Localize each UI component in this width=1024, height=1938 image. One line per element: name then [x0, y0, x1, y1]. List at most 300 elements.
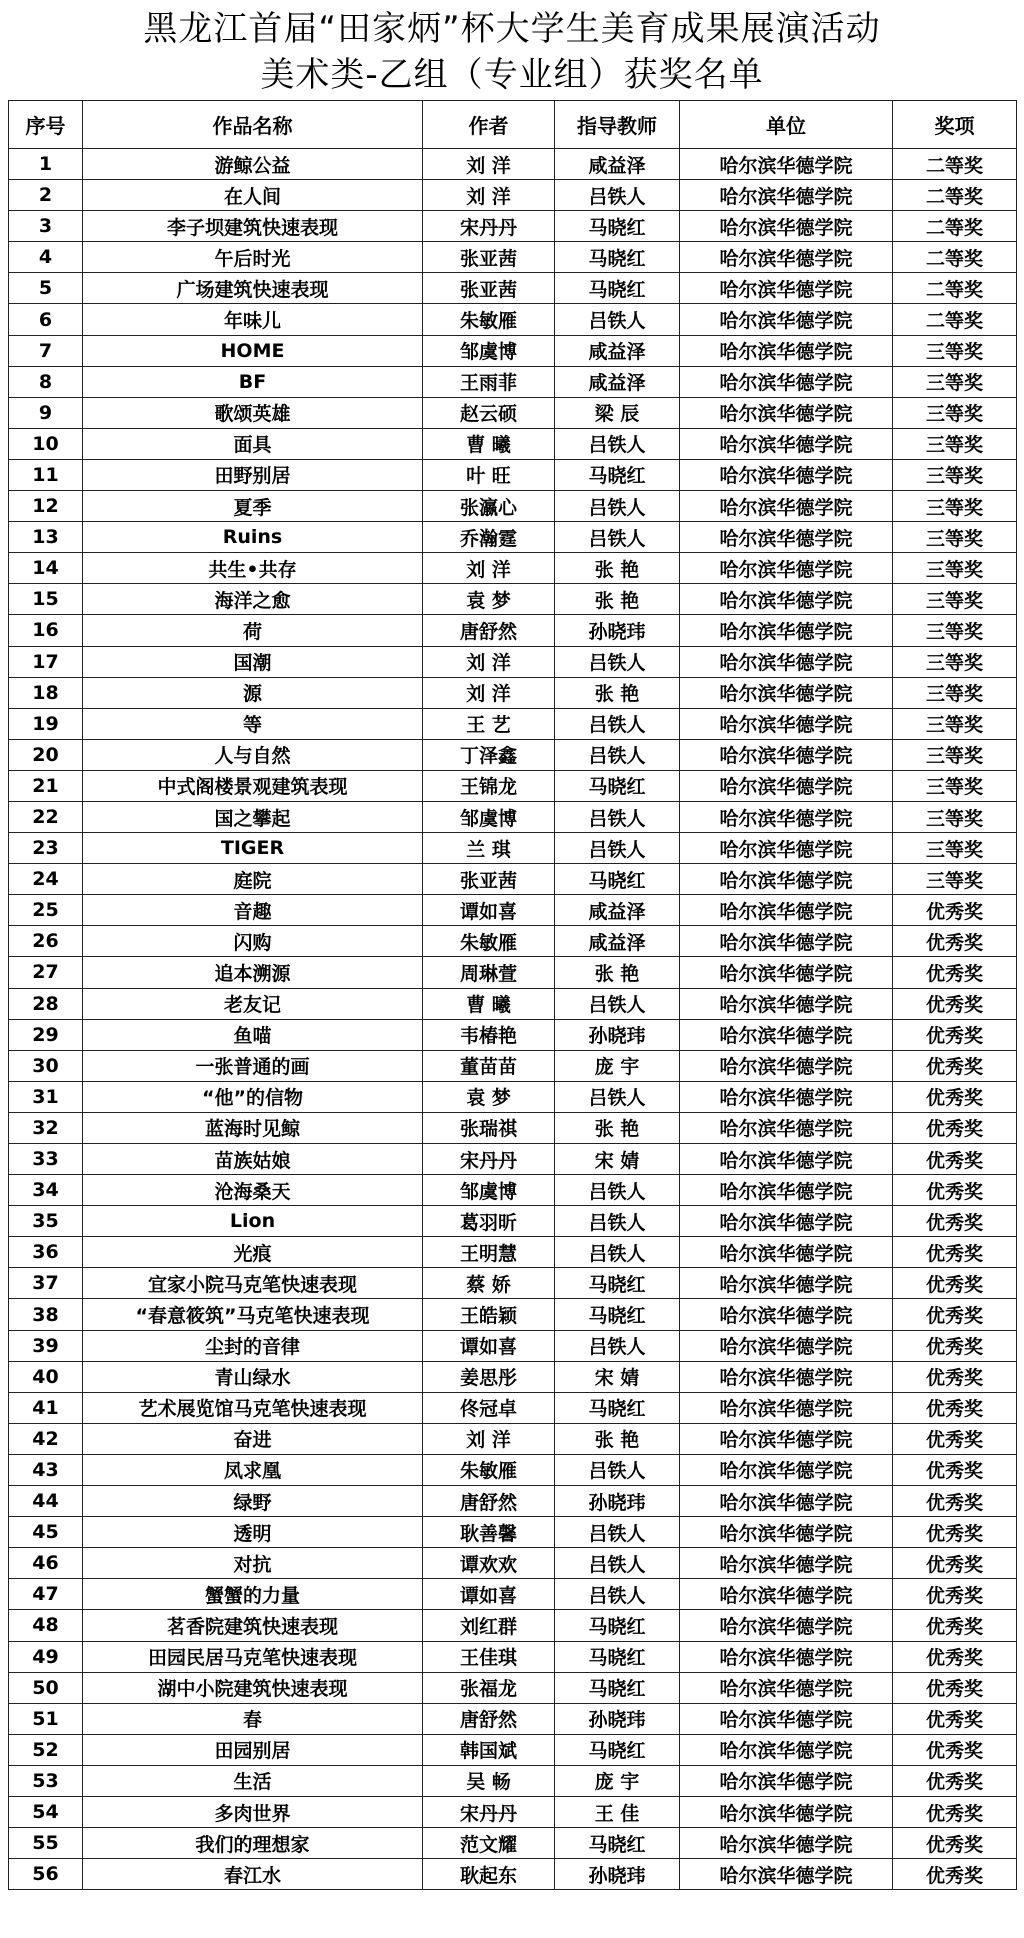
- cell-institution: 哈尔滨华德学院: [680, 1517, 893, 1548]
- table-row: [9, 522, 1017, 553]
- cell-author: 宋丹丹: [423, 1144, 555, 1175]
- table-row: [9, 1765, 1017, 1796]
- cell-institution: 哈尔滨华德学院: [680, 553, 893, 584]
- cell-institution: 哈尔滨华德学院: [680, 895, 893, 926]
- cell-institution: 哈尔滨华德学院: [680, 1703, 893, 1734]
- cell-author: 宋丹丹: [423, 211, 555, 242]
- cell-institution: 哈尔滨华德学院: [680, 1672, 893, 1703]
- cell-award: 二等奖: [893, 304, 1017, 335]
- cell-institution: 哈尔滨华德学院: [680, 1796, 893, 1827]
- cell-index: 10: [9, 428, 83, 459]
- cell-author: 朱敏雁: [423, 1454, 555, 1485]
- cell-index: 45: [9, 1517, 83, 1548]
- cell-advisor: 吕铁人: [555, 428, 680, 459]
- cell-advisor: 吕铁人: [555, 646, 680, 677]
- cell-author: 赵云硕: [423, 397, 555, 428]
- document-subtitle: 美术类-乙组（专业组）获奖名单: [260, 55, 764, 95]
- cell-award: 三等奖: [893, 615, 1017, 646]
- table-row: [9, 1579, 1017, 1610]
- cell-author: 佟冠卓: [423, 1392, 555, 1423]
- table-row: [9, 1641, 1017, 1672]
- cell-index: 18: [9, 677, 83, 708]
- cell-work-title: 田野别居: [83, 459, 423, 490]
- cell-index: 32: [9, 1112, 83, 1143]
- table-row: [9, 273, 1017, 304]
- cell-work-title: 我们的理想家: [83, 1828, 423, 1859]
- cell-institution: 哈尔滨华德学院: [680, 459, 893, 490]
- cell-institution: 哈尔滨华德学院: [680, 957, 893, 988]
- cell-index: 36: [9, 1237, 83, 1268]
- cell-author: 张福龙: [423, 1672, 555, 1703]
- cell-work-title: 老友记: [83, 988, 423, 1019]
- cell-author: 王雨菲: [423, 366, 555, 397]
- cell-institution: 哈尔滨华德学院: [680, 491, 893, 522]
- cell-award: 优秀奖: [893, 1392, 1017, 1423]
- cell-work-title: 透明: [83, 1517, 423, 1548]
- cell-author: 韩国斌: [423, 1734, 555, 1765]
- cell-work-title: 凤求凰: [83, 1454, 423, 1485]
- table-row: [9, 957, 1017, 988]
- cell-work-title: Ruins: [83, 522, 423, 553]
- cell-award: 优秀奖: [893, 1454, 1017, 1485]
- cell-award: 优秀奖: [893, 1206, 1017, 1237]
- cell-author: 唐舒然: [423, 1703, 555, 1734]
- cell-work-title: 蟹蟹的力量: [83, 1579, 423, 1610]
- cell-work-title: 对抗: [83, 1548, 423, 1579]
- cell-award: 二等奖: [893, 273, 1017, 304]
- cell-author: 王皓颖: [423, 1299, 555, 1330]
- cell-award: 三等奖: [893, 770, 1017, 801]
- cell-work-title: 游鲸公益: [83, 149, 423, 180]
- cell-author: 耿起东: [423, 1859, 555, 1890]
- cell-author: 刘 洋: [423, 646, 555, 677]
- cell-work-title: 闪购: [83, 926, 423, 957]
- cell-institution: 哈尔滨华德学院: [680, 1765, 893, 1796]
- cell-author: 王明慧: [423, 1237, 555, 1268]
- cell-advisor: 庞 宇: [555, 1765, 680, 1796]
- table-row: [9, 1299, 1017, 1330]
- table-row: [9, 1672, 1017, 1703]
- cell-institution: 哈尔滨华德学院: [680, 149, 893, 180]
- cell-institution: 哈尔滨华德学院: [680, 1828, 893, 1859]
- cell-institution: 哈尔滨华德学院: [680, 1454, 893, 1485]
- cell-work-title: 沧海桑天: [83, 1175, 423, 1206]
- cell-award: 优秀奖: [893, 1734, 1017, 1765]
- cell-award: 优秀奖: [893, 1268, 1017, 1299]
- cell-work-title: 多肉世界: [83, 1796, 423, 1827]
- cell-index: 30: [9, 1050, 83, 1081]
- cell-work-title: 追本溯源: [83, 957, 423, 988]
- cell-work-title: 宜家小院马克笔快速表现: [83, 1268, 423, 1299]
- cell-award: 三等奖: [893, 864, 1017, 895]
- cell-author: 丁泽鑫: [423, 739, 555, 770]
- table-row: [9, 242, 1017, 273]
- cell-advisor: 庞 宇: [555, 1050, 680, 1081]
- cell-index: 43: [9, 1454, 83, 1485]
- cell-author: 蔡 娇: [423, 1268, 555, 1299]
- cell-advisor: 吕铁人: [555, 1517, 680, 1548]
- cell-author: 葛羽昕: [423, 1206, 555, 1237]
- table-row: [9, 584, 1017, 615]
- cell-index: 12: [9, 491, 83, 522]
- cell-index: 35: [9, 1206, 83, 1237]
- table-row: [9, 180, 1017, 211]
- cell-work-title: “春意筱筑”马克笔快速表现: [83, 1299, 423, 1330]
- cell-author: 乔瀚霆: [423, 522, 555, 553]
- cell-index: 37: [9, 1268, 83, 1299]
- cell-work-title: 田园别居: [83, 1734, 423, 1765]
- cell-advisor: 张 艳: [555, 553, 680, 584]
- cell-work-title: 田园民居马克笔快速表现: [83, 1641, 423, 1672]
- cell-author: 张亚茜: [423, 864, 555, 895]
- cell-institution: 哈尔滨华德学院: [680, 926, 893, 957]
- cell-advisor: 马晓红: [555, 273, 680, 304]
- cell-author: 曹 曦: [423, 428, 555, 459]
- cell-institution: 哈尔滨华德学院: [680, 1548, 893, 1579]
- cell-author: 张亚茜: [423, 242, 555, 273]
- cell-index: 29: [9, 1019, 83, 1050]
- table-row: [9, 1517, 1017, 1548]
- cell-institution: 哈尔滨华德学院: [680, 1112, 893, 1143]
- cell-index: 34: [9, 1175, 83, 1206]
- cell-advisor: 吕铁人: [555, 708, 680, 739]
- cell-index: 25: [9, 895, 83, 926]
- cell-index: 5: [9, 273, 83, 304]
- cell-award: 三等奖: [893, 335, 1017, 366]
- cell-institution: 哈尔滨华德学院: [680, 211, 893, 242]
- cell-award: 三等奖: [893, 739, 1017, 770]
- cell-institution: 哈尔滨华德学院: [680, 1019, 893, 1050]
- table-row: [9, 1454, 1017, 1485]
- cell-index: 22: [9, 801, 83, 832]
- column-header-work-title: 作品名称: [83, 101, 423, 149]
- cell-award: 优秀奖: [893, 1299, 1017, 1330]
- cell-index: 23: [9, 833, 83, 864]
- table-row: [9, 1050, 1017, 1081]
- cell-award: 二等奖: [893, 211, 1017, 242]
- cell-advisor: 孙晓玮: [555, 1703, 680, 1734]
- cell-award: 优秀奖: [893, 988, 1017, 1019]
- cell-author: 范文耀: [423, 1828, 555, 1859]
- cell-institution: 哈尔滨华德学院: [680, 833, 893, 864]
- cell-advisor: 宋 婧: [555, 1361, 680, 1392]
- cell-work-title: 海洋之愈: [83, 584, 423, 615]
- cell-index: 1: [9, 149, 83, 180]
- cell-index: 27: [9, 957, 83, 988]
- table-row: [9, 304, 1017, 335]
- cell-advisor: 孙晓玮: [555, 615, 680, 646]
- cell-advisor: 马晓红: [555, 1610, 680, 1641]
- cell-award: 优秀奖: [893, 1019, 1017, 1050]
- cell-index: 40: [9, 1361, 83, 1392]
- cell-index: 50: [9, 1672, 83, 1703]
- cell-institution: 哈尔滨华德学院: [680, 1237, 893, 1268]
- cell-advisor: 张 艳: [555, 1112, 680, 1143]
- cell-advisor: 王 佳: [555, 1796, 680, 1827]
- cell-author: 袁 梦: [423, 1081, 555, 1112]
- cell-author: 王佳琪: [423, 1641, 555, 1672]
- cell-institution: 哈尔滨华德学院: [680, 1641, 893, 1672]
- cell-institution: 哈尔滨华德学院: [680, 1206, 893, 1237]
- cell-author: 曹 曦: [423, 988, 555, 1019]
- cell-advisor: 吕铁人: [555, 304, 680, 335]
- cell-author: 兰 琪: [423, 833, 555, 864]
- cell-index: 21: [9, 770, 83, 801]
- column-header-index: 序号: [9, 101, 83, 149]
- cell-work-title: 广场建筑快速表现: [83, 273, 423, 304]
- cell-award: 优秀奖: [893, 895, 1017, 926]
- cell-advisor: 马晓红: [555, 1672, 680, 1703]
- cell-author: 唐舒然: [423, 615, 555, 646]
- cell-institution: 哈尔滨华德学院: [680, 1299, 893, 1330]
- cell-award: 三等奖: [893, 584, 1017, 615]
- cell-index: 6: [9, 304, 83, 335]
- cell-work-title: 蓝海时见鲸: [83, 1112, 423, 1143]
- cell-index: 17: [9, 646, 83, 677]
- cell-work-title: Lion: [83, 1206, 423, 1237]
- cell-award: 优秀奖: [893, 1517, 1017, 1548]
- table-row: [9, 1859, 1017, 1890]
- cell-author: 谭欢欢: [423, 1548, 555, 1579]
- cell-advisor: 马晓红: [555, 1734, 680, 1765]
- cell-index: 3: [9, 211, 83, 242]
- cell-work-title: HOME: [83, 335, 423, 366]
- cell-work-title: 在人间: [83, 180, 423, 211]
- cell-award: 优秀奖: [893, 1641, 1017, 1672]
- table-row: [9, 1175, 1017, 1206]
- cell-award: 优秀奖: [893, 1610, 1017, 1641]
- cell-index: 48: [9, 1610, 83, 1641]
- cell-institution: 哈尔滨华德学院: [680, 1486, 893, 1517]
- cell-award: 优秀奖: [893, 1765, 1017, 1796]
- table-row: [9, 895, 1017, 926]
- cell-advisor: 吕铁人: [555, 491, 680, 522]
- cell-advisor: 吕铁人: [555, 1175, 680, 1206]
- table-row: [9, 553, 1017, 584]
- table-row: [9, 459, 1017, 490]
- table-row: [9, 833, 1017, 864]
- table-row: [9, 1423, 1017, 1454]
- cell-index: 38: [9, 1299, 83, 1330]
- cell-award: 三等奖: [893, 428, 1017, 459]
- cell-award: 三等奖: [893, 677, 1017, 708]
- cell-advisor: 马晓红: [555, 1299, 680, 1330]
- cell-institution: 哈尔滨华德学院: [680, 1859, 893, 1890]
- cell-index: 11: [9, 459, 83, 490]
- cell-author: 邹虞博: [423, 801, 555, 832]
- cell-award: 优秀奖: [893, 1796, 1017, 1827]
- cell-institution: 哈尔滨华德学院: [680, 522, 893, 553]
- cell-work-title: 人与自然: [83, 739, 423, 770]
- cell-author: 董苗苗: [423, 1050, 555, 1081]
- cell-index: 16: [9, 615, 83, 646]
- cell-author: 谭如喜: [423, 895, 555, 926]
- table-header-row: [9, 101, 1017, 149]
- cell-advisor: 吕铁人: [555, 180, 680, 211]
- cell-index: 4: [9, 242, 83, 273]
- table-row: [9, 646, 1017, 677]
- cell-index: 26: [9, 926, 83, 957]
- cell-author: 朱敏雁: [423, 926, 555, 957]
- cell-index: 55: [9, 1828, 83, 1859]
- cell-author: 唐舒然: [423, 1486, 555, 1517]
- cell-advisor: 张 艳: [555, 957, 680, 988]
- cell-advisor: 马晓红: [555, 242, 680, 273]
- cell-institution: 哈尔滨华德学院: [680, 864, 893, 895]
- cell-award: 优秀奖: [893, 1112, 1017, 1143]
- table-row: [9, 1734, 1017, 1765]
- cell-advisor: 咸益泽: [555, 926, 680, 957]
- column-header-author: 作者: [423, 101, 555, 149]
- cell-award: 三等奖: [893, 491, 1017, 522]
- cell-author: 姜思彤: [423, 1361, 555, 1392]
- cell-advisor: 吕铁人: [555, 1081, 680, 1112]
- table-row: [9, 615, 1017, 646]
- cell-institution: 哈尔滨华德学院: [680, 988, 893, 1019]
- cell-index: 51: [9, 1703, 83, 1734]
- cell-author: 叶 旺: [423, 459, 555, 490]
- cell-work-title: 奋进: [83, 1423, 423, 1454]
- cell-institution: 哈尔滨华德学院: [680, 1081, 893, 1112]
- cell-author: 张瑞祺: [423, 1112, 555, 1143]
- cell-award: 三等奖: [893, 708, 1017, 739]
- cell-advisor: 孙晓玮: [555, 1486, 680, 1517]
- cell-author: 韦椿艳: [423, 1019, 555, 1050]
- cell-award: 优秀奖: [893, 957, 1017, 988]
- table-row: [9, 211, 1017, 242]
- cell-index: 44: [9, 1486, 83, 1517]
- cell-award: 二等奖: [893, 180, 1017, 211]
- cell-advisor: 孙晓玮: [555, 1019, 680, 1050]
- cell-work-title: 一张普通的画: [83, 1050, 423, 1081]
- cell-award: 优秀奖: [893, 1579, 1017, 1610]
- cell-index: 9: [9, 397, 83, 428]
- cell-work-title: 面具: [83, 428, 423, 459]
- table-row: [9, 1206, 1017, 1237]
- cell-work-title: 源: [83, 677, 423, 708]
- cell-index: 41: [9, 1392, 83, 1423]
- cell-work-title: 生活: [83, 1765, 423, 1796]
- table-row: [9, 1361, 1017, 1392]
- cell-advisor: 张 艳: [555, 584, 680, 615]
- cell-index: 8: [9, 366, 83, 397]
- column-header-advisor: 指导教师: [555, 101, 680, 149]
- cell-index: 31: [9, 1081, 83, 1112]
- cell-author: 宋丹丹: [423, 1796, 555, 1827]
- cell-index: 20: [9, 739, 83, 770]
- cell-advisor: 马晓红: [555, 1641, 680, 1672]
- table-row: [9, 491, 1017, 522]
- table-row: [9, 335, 1017, 366]
- cell-index: 19: [9, 708, 83, 739]
- cell-author: 谭如喜: [423, 1579, 555, 1610]
- column-header-institution: 单位: [680, 101, 893, 149]
- cell-award: 三等奖: [893, 833, 1017, 864]
- cell-index: 33: [9, 1144, 83, 1175]
- cell-work-title: 国之攀起: [83, 801, 423, 832]
- cell-author: 张瀛心: [423, 491, 555, 522]
- table-row: [9, 864, 1017, 895]
- cell-institution: 哈尔滨华德学院: [680, 1361, 893, 1392]
- cell-advisor: 吕铁人: [555, 1330, 680, 1361]
- cell-institution: 哈尔滨华德学院: [680, 739, 893, 770]
- cell-award: 二等奖: [893, 149, 1017, 180]
- cell-award: 优秀奖: [893, 1081, 1017, 1112]
- cell-award: 三等奖: [893, 646, 1017, 677]
- cell-award: 三等奖: [893, 366, 1017, 397]
- cell-institution: 哈尔滨华德学院: [680, 1579, 893, 1610]
- cell-work-title: 荷: [83, 615, 423, 646]
- cell-index: 2: [9, 180, 83, 211]
- cell-advisor: 吕铁人: [555, 801, 680, 832]
- cell-work-title: 中式阁楼景观建筑表现: [83, 770, 423, 801]
- cell-institution: 哈尔滨华德学院: [680, 304, 893, 335]
- cell-institution: 哈尔滨华德学院: [680, 1050, 893, 1081]
- cell-author: 张亚茜: [423, 273, 555, 304]
- award-table: [8, 100, 1017, 1890]
- cell-institution: 哈尔滨华德学院: [680, 397, 893, 428]
- table-row: [9, 1237, 1017, 1268]
- cell-award: 三等奖: [893, 801, 1017, 832]
- cell-award: 优秀奖: [893, 1672, 1017, 1703]
- cell-work-title: 艺术展览馆马克笔快速表现: [83, 1392, 423, 1423]
- cell-institution: 哈尔滨华德学院: [680, 366, 893, 397]
- table-body: [9, 149, 1017, 1890]
- cell-index: 52: [9, 1734, 83, 1765]
- cell-advisor: 吕铁人: [555, 1237, 680, 1268]
- cell-advisor: 吕铁人: [555, 739, 680, 770]
- cell-index: 15: [9, 584, 83, 615]
- cell-author: 刘 洋: [423, 677, 555, 708]
- cell-index: 24: [9, 864, 83, 895]
- cell-institution: 哈尔滨华德学院: [680, 335, 893, 366]
- cell-institution: 哈尔滨华德学院: [680, 242, 893, 273]
- cell-work-title: 春: [83, 1703, 423, 1734]
- cell-award: 优秀奖: [893, 1548, 1017, 1579]
- cell-advisor: 马晓红: [555, 864, 680, 895]
- cell-institution: 哈尔滨华德学院: [680, 1268, 893, 1299]
- cell-award: 优秀奖: [893, 1703, 1017, 1734]
- cell-award: 三等奖: [893, 397, 1017, 428]
- cell-work-title: 年味儿: [83, 304, 423, 335]
- cell-award: 优秀奖: [893, 1859, 1017, 1890]
- cell-index: 47: [9, 1579, 83, 1610]
- cell-author: 吴 畅: [423, 1765, 555, 1796]
- table-row: [9, 397, 1017, 428]
- cell-work-title: 歌颂英雄: [83, 397, 423, 428]
- cell-work-title: 苗族姑娘: [83, 1144, 423, 1175]
- cell-institution: 哈尔滨华德学院: [680, 677, 893, 708]
- cell-institution: 哈尔滨华德学院: [680, 1610, 893, 1641]
- cell-institution: 哈尔滨华德学院: [680, 615, 893, 646]
- cell-award: 三等奖: [893, 522, 1017, 553]
- cell-advisor: 马晓红: [555, 1828, 680, 1859]
- table-row: [9, 801, 1017, 832]
- cell-author: 袁 梦: [423, 584, 555, 615]
- cell-award: 优秀奖: [893, 1330, 1017, 1361]
- cell-institution: 哈尔滨华德学院: [680, 273, 893, 304]
- cell-institution: 哈尔滨华德学院: [680, 801, 893, 832]
- cell-index: 42: [9, 1423, 83, 1454]
- cell-award: 优秀奖: [893, 1486, 1017, 1517]
- cell-index: 14: [9, 553, 83, 584]
- cell-author: 刘 洋: [423, 149, 555, 180]
- table-row: [9, 1330, 1017, 1361]
- column-header-award: 奖项: [893, 101, 1017, 149]
- cell-advisor: 吕铁人: [555, 1548, 680, 1579]
- cell-institution: 哈尔滨华德学院: [680, 428, 893, 459]
- cell-award: 优秀奖: [893, 1237, 1017, 1268]
